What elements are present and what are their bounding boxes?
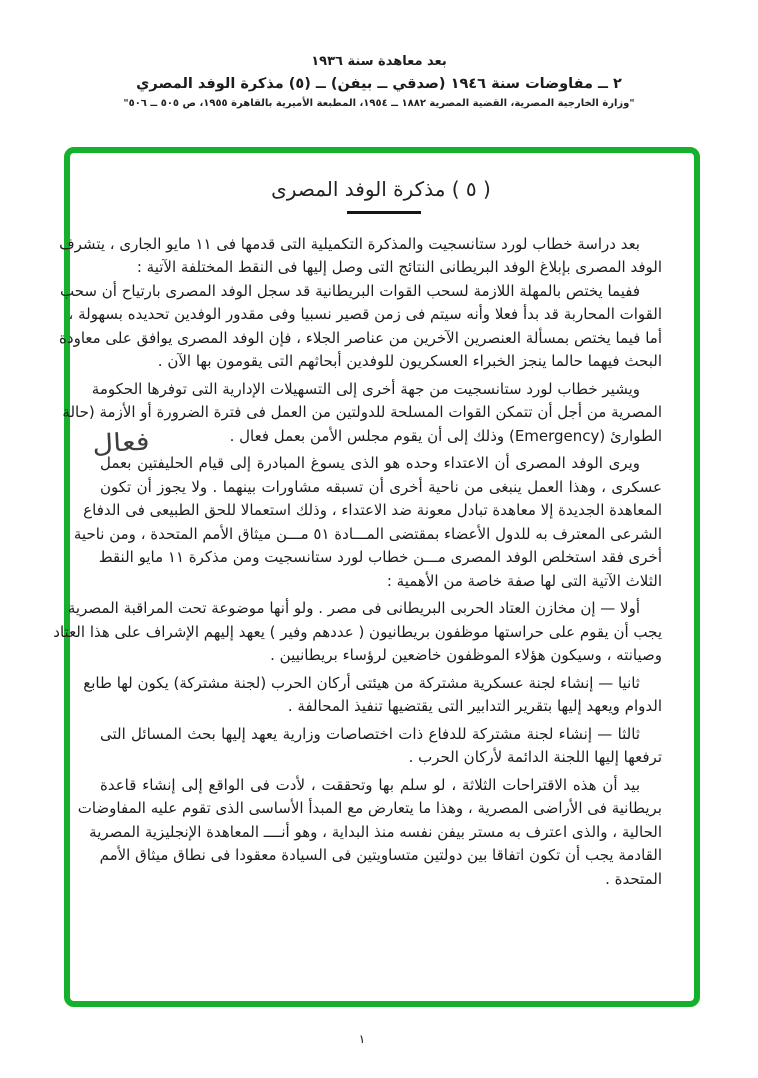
paragraph (100, 723, 662, 770)
text-line: بريطانية فى الأراضى المصرية ، وهذا ما يتعارض مع المبدأ الأساسى الذى تقوم عليه المفاوضات (77, 799, 662, 817)
header-title-line: ٢ ــ مفاوضات سنة ١٩٤٦ (صدقي ــ بيفن) ــ (٥) مذكرة الوفد المصري (136, 76, 622, 92)
text-line: ويرى الوفد المصرى أن الاعتداء وحده هو الذى يسوغ المبادرة إلى قيام الحليفتين بعمل (100, 454, 640, 472)
text-line: الحالية ، والذى اعترف به مستر بيفن نفسه منذ البداية ، وهو أنــــ المعاهدة الإنجليزية المصرية (89, 822, 662, 841)
text-line: الدوام ويعهد إليها بتقرير التدابير التى يقتضيها تنفيذ المحالفة . (287, 697, 662, 715)
page-number: ١ (358, 1032, 366, 1046)
text-line: ففيما يختص بالمهلة اللازمة لسحب القوات البريطانية قد سجل الوفد المصرى بارتياح أن سحب (60, 281, 640, 300)
text-line: وصيانته ، وسيكون هؤلاء الموظفون خاضعين لرؤساء بريطانيين . (270, 646, 662, 664)
title-underline-rule (347, 211, 421, 214)
text-line: أولا — إن مخازن العتاد الحربى البريطانى فى مصر . ولو أنها موضوعة تحت المراقبة المصرية (67, 599, 640, 617)
text-line: البحث فيهما حالما ينجز الخبراء العسكريون للوفدين أبحاثهم التى يقومون بها الآن . (157, 352, 662, 370)
green-highlight-frame (53, 147, 700, 1007)
memo-body (53, 233, 662, 892)
text-line: يجب أن يقوم على حراستها موظفون بريطانيون ( عددهم وفير ) يعهد إليهم الإشراف على هذا العتاد (53, 622, 662, 641)
text-line: القوات المحاربة قد بدأ فعلا وأنه سيتم فى زمن قصير نسبيا وفى مقدور الوفدين تحديده بسهولة ، (68, 305, 662, 323)
paragraph (53, 597, 662, 668)
paragraph (77, 774, 662, 892)
text-line: المعاهدة الجديدة إلا معاهدة تبادل معونة ضد الاعتداء ، وذلك استعمالا للحق الطبيعى فى الدفاع (83, 501, 662, 519)
paragraph (59, 233, 662, 280)
text-line: ويشير خطاب لورد ستانسجيت من جهة أخرى إلى التسهيلات الإدارية التى توفرها الحكومة (91, 379, 640, 398)
text-line: الوفد المصرى بإبلاغ الوفد البريطانى النتائج التى وصل إليها فى النقط المختلفة الآتية : (136, 258, 662, 276)
text-line: الطوارئ (Emergency) وذلك إلى أن يقوم مجلس الأمن بعمل فعال . (229, 426, 662, 445)
text-line: ثانيا — إنشاء لجنة عسكرية مشتركة من هيئتى أركان الحرب (لجنة مشتركة) يكون لها طابع (83, 673, 640, 692)
text-line: عسكرى ، وهذا العمل ينبغى من ناحية أخرى أن تسبقه مشاورات بينهما . ولا يجوز أن تكون (100, 477, 662, 496)
page-header (0, 54, 758, 109)
paragraph (73, 452, 662, 593)
text-line: القادمة يجب أن تكون اتفاقا بين دولتين متساويتين فى السيادة معقودا فى نطاق ميثاق الأمم (99, 846, 662, 864)
text-line: المتحدة . (605, 869, 662, 888)
text-line: بعد دراسة خطاب لورد ستانسجيت والمذكرة التكميلية التى قدمها فى ١١ مايو الجارى ، يتشرف (59, 234, 640, 253)
text-line: ترفعها إليها اللجنة الدائمة لأركان الحرب . (408, 748, 662, 766)
text-line: أما فيما يختص بمسألة العنصرين الآخرين من عناصر الجلاء ، فإن الوفد المصرى يوافق على معاودة (59, 328, 662, 347)
text-line: ثالثا — إنشاء لجنة مشتركة للدفاع ذات اختصاصات وزارية يعهد إليها بحث المسائل التى (100, 724, 640, 743)
memo-title: ( ٥ ) مذكرة الوفد المصرى (271, 177, 491, 201)
text-line: الشرعى المعترف به للدول الأعضاء بمقتضى المـــادة ٥١ مـــن ميثاق الأمم المتحدة ، ومن ناحية (73, 524, 662, 543)
text-line: بيد أن هذه الاقتراحات الثلاثة ، لو سلم بها وتحققت ، لأدت فى الواقع إلى إنشاء قاعدة (100, 775, 640, 794)
text-line: الثلاث الآتية التى لها صفة خاصة من الأهمية : (386, 571, 662, 590)
paragraph (59, 280, 662, 374)
memo-content (53, 153, 694, 1001)
handwritten-margin-note: فعال (91, 426, 151, 459)
paragraph (83, 672, 662, 719)
header-source-citation: "وزارة الخارجية المصرية، القضية المصرية ١٨٨٢ ــ ١٩٥٤، المطبعة الأميرية بالقاهرة ١٩٥٥، ص ٥٠٥ ــ ٥٠٦" (123, 98, 635, 109)
header-context-line: بعد معاهدة سنة ١٩٣٦ (311, 54, 447, 69)
text-line: المصرية من أجل أن تتمكن القوات المسلحة للدولتين من العمل فى فترة الضرورة أو الأزمة (حالة (62, 403, 662, 421)
paragraph (62, 378, 662, 449)
text-line: أخرى فقد استخلص الوفد المصرى مـــن خطاب لورد ستانسجيت ومن مذكرة ١١ مايو النقط (98, 548, 662, 566)
